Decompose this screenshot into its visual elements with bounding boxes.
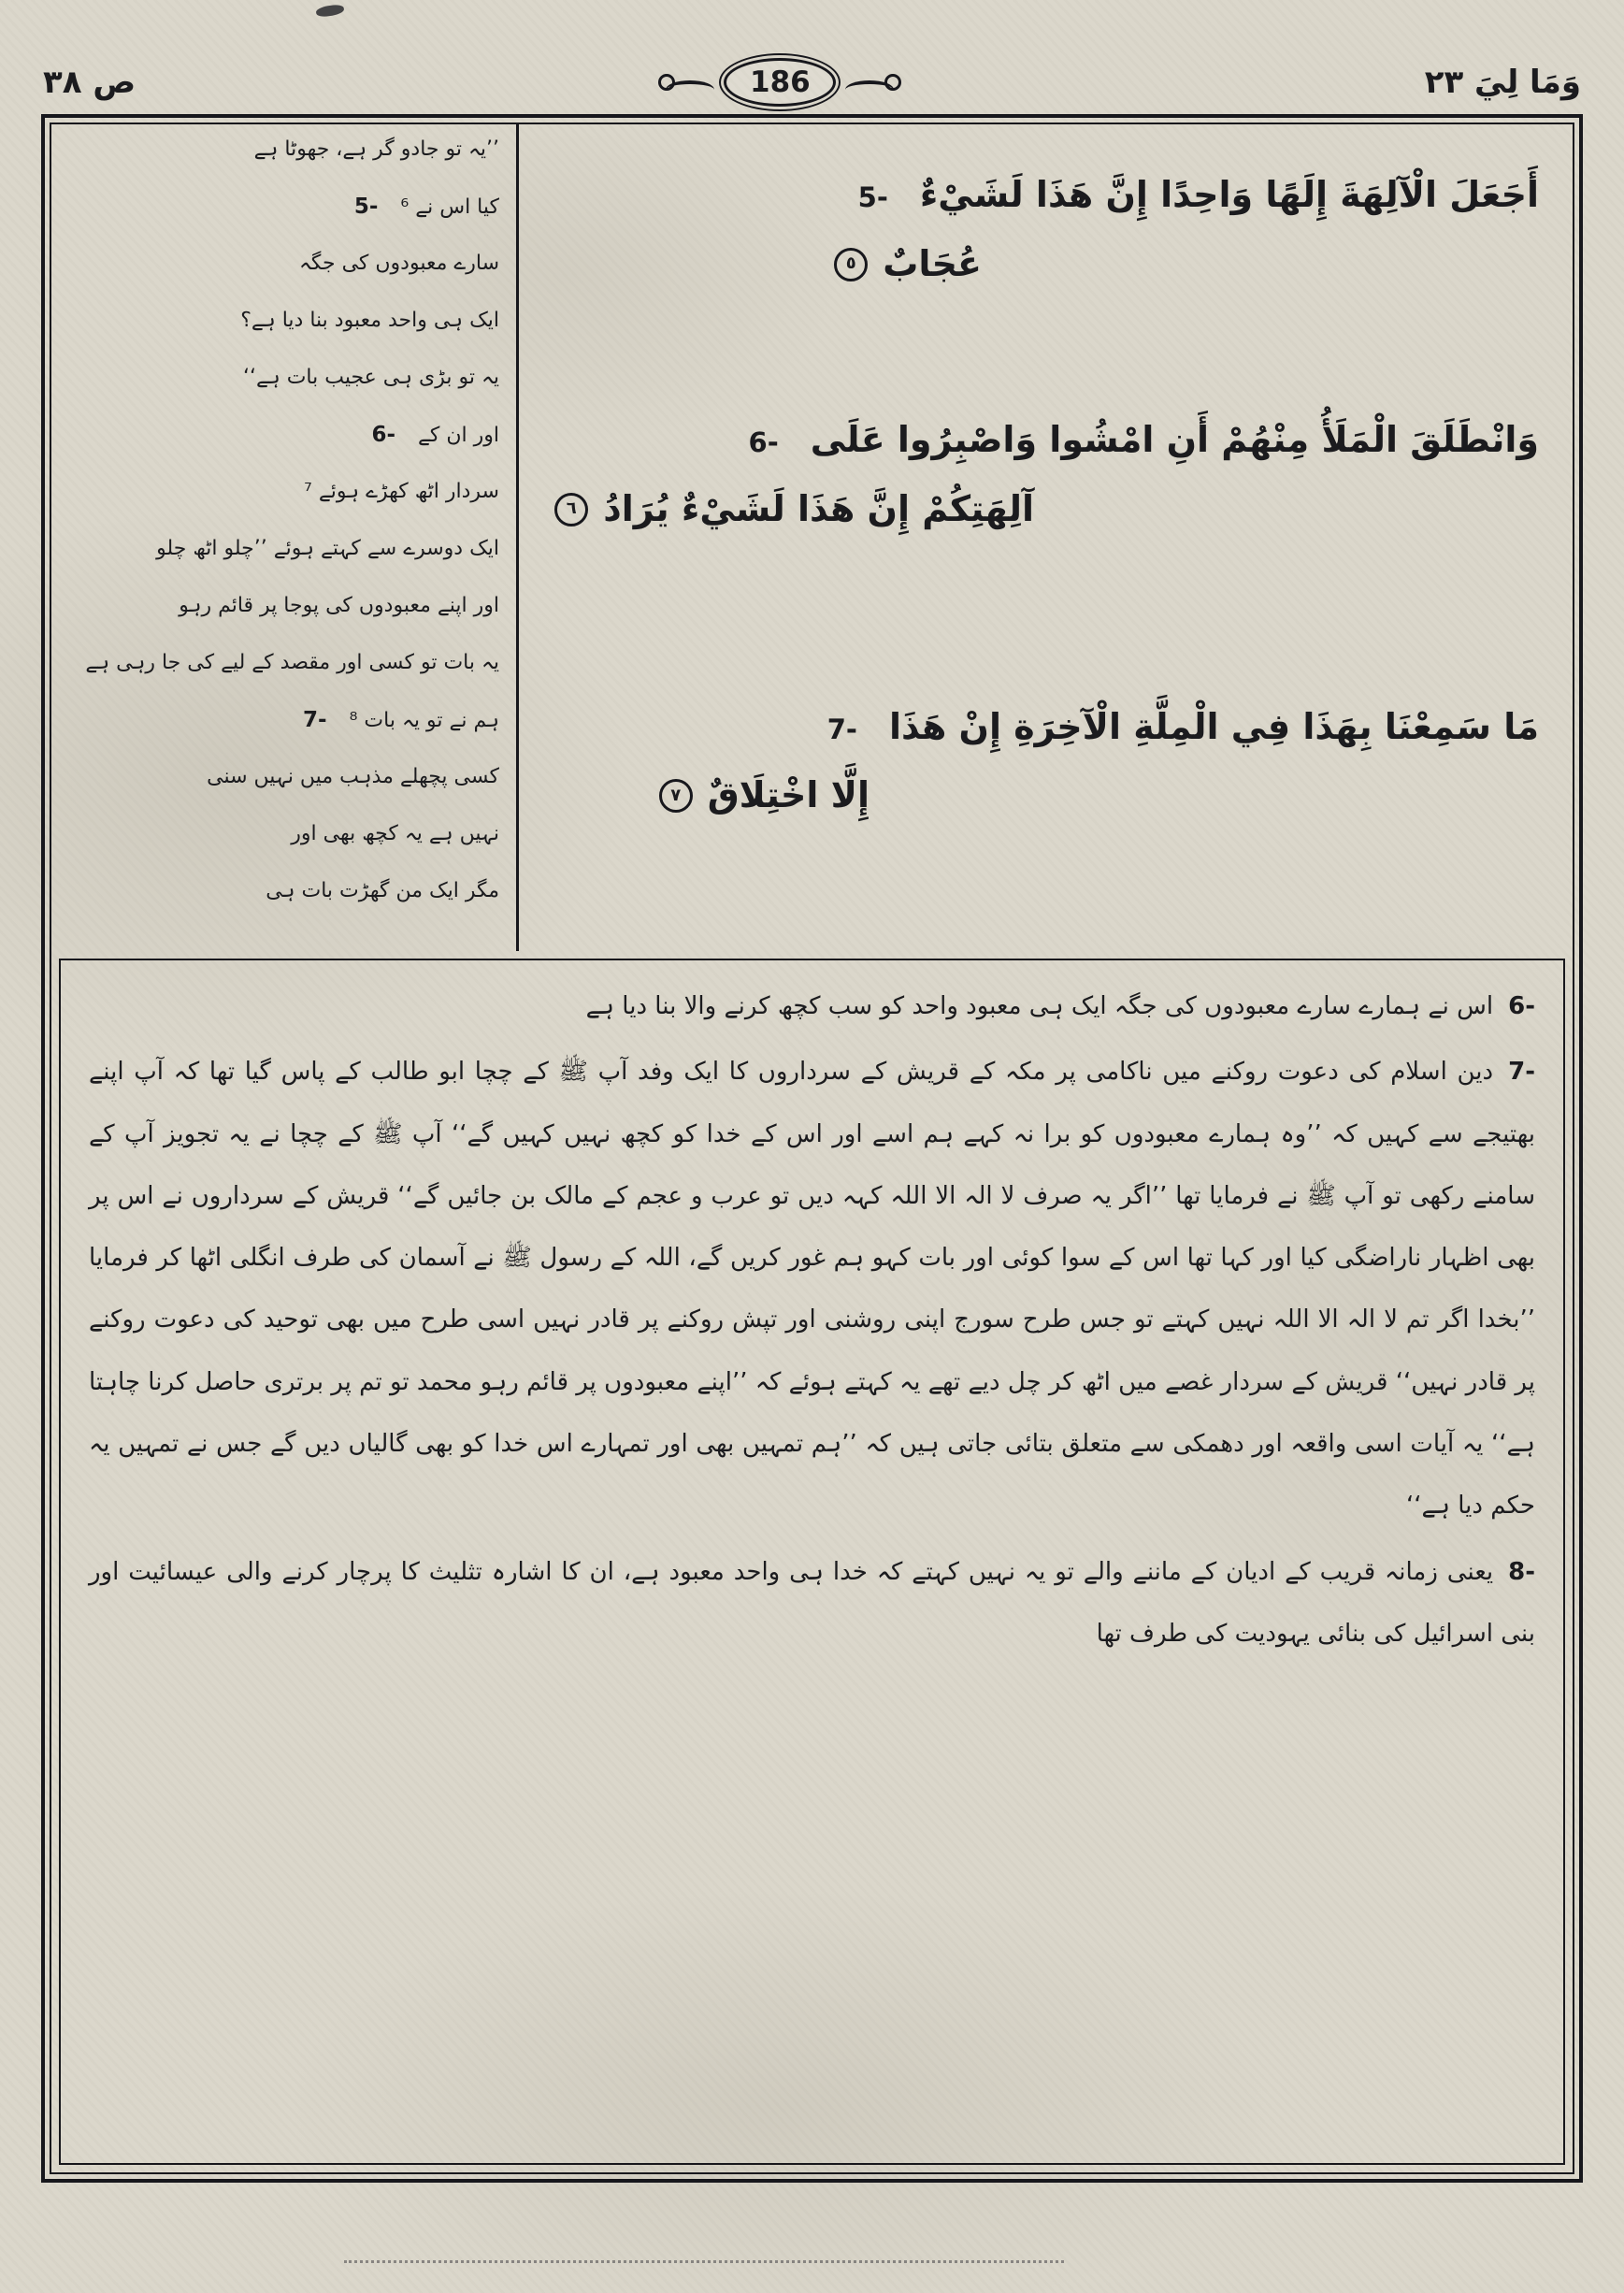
translation-text: سارے معبودوں کی جگہ xyxy=(298,252,499,275)
translation-line xyxy=(57,137,499,195)
footnote-number: 6- xyxy=(1508,992,1535,1020)
verse-number: 5- xyxy=(353,195,379,219)
verse-text: مَا سَمِعْنَا بِهَذَا فِي الْمِلَّةِ الْآخِرَةِ إِنْ هَذَا xyxy=(888,705,1539,747)
translation-text: نہیں ہے یہ کچھ بھی اور xyxy=(291,822,499,845)
translation-line xyxy=(57,765,499,822)
page-header xyxy=(43,52,1581,112)
verse-line xyxy=(541,418,1539,463)
surah-marker: ص ۳۸ xyxy=(43,64,137,101)
translation-line xyxy=(57,252,499,309)
footnote-6 xyxy=(89,975,1535,1037)
verse-7-arabic xyxy=(541,705,1539,819)
translation-line xyxy=(57,195,499,252)
footnote-text: اس نے ہمارے سارے معبودوں کی جگہ ایک ہی معبود واحد کو سب کچھ کرنے والا بنا دیا ہے xyxy=(585,992,1494,1020)
verse-text: وَانْطَلَقَ الْمَلَأُ مِنْهُمْ أَنِ امْشُوا وَاصْبِرُوا عَلَى xyxy=(810,418,1539,460)
verse-text: عُجَابٌ xyxy=(883,242,982,284)
verse-line xyxy=(541,487,1539,532)
translation-line xyxy=(57,309,499,366)
verse-line xyxy=(541,773,1539,818)
page-inner-frame xyxy=(50,123,1574,2174)
translation-line xyxy=(57,480,499,537)
content-columns xyxy=(51,124,1573,951)
verse-line xyxy=(541,242,1539,287)
footnotes-section xyxy=(59,959,1565,2165)
ayah-end-mark-icon: ٦ xyxy=(554,493,588,526)
ayah-end-mark-icon: ٧ xyxy=(659,779,693,813)
verse-number: 5- xyxy=(857,181,888,213)
cartouche-ornament-icon xyxy=(666,80,714,99)
arabic-text-column xyxy=(516,124,1573,951)
translation-line xyxy=(57,594,499,651)
verse-line xyxy=(541,173,1539,218)
translation-text: یہ تو بڑی ہی عجیب بات ہے‘‘ xyxy=(242,366,499,389)
verse-5-arabic xyxy=(541,173,1539,287)
verse-text: إِلَّا اخْتِلَاقٌ xyxy=(707,774,869,816)
footnote-number: 7- xyxy=(1508,1058,1535,1087)
footnote-text: یعنی زمانہ قریب کے ادیان کے ماننے والے تو یہ نہیں کہتے کہ خدا ہی واحد معبود ہے، ان کا اشارہ تثلیث کا پرچار کرنے والی عیسائیت اور بنی اسرائیل کی بنائی یہودیت کی طرف تھا xyxy=(89,1557,1535,1648)
page-number-cartouche xyxy=(666,58,894,107)
ayah-end-mark-icon: ٥ xyxy=(834,248,868,281)
footnote-text: دین اسلام کی دعوت روکنے میں ناکامی پر مکہ کے قریش کے سرداروں کا ایک وفد آپ ﷺ کے چچا ابو طالب کے پاس گیا تھا کہ آپ اپنے بھتیجے سے کہیں کہ ’’وہ ہمارے معبودوں کو برا نہ کہے ہم اسے اور اس کے خدا کو کچھ نہیں کہیں گے‘‘ آپ ﷺ کے چچا نے یہ تجویز آپ کے سامنے رکھی تو آپ ﷺ نے فرمایا تھا ’’اگر یہ صرف لا الہ الا اللہ کہہ دیں تو عرب و عجم کے مالک بن جائیں گے‘‘ قریش کے سرداروں نے اس پر بھی اظہار ناراضگی کیا اور کہا تھا اس کے سوا کوئی اور بات کہو ہم غور کریں گے، اللہ کے رسول ﷺ نے آسمان کی طرف انگلی اٹھا کر فرمایا ’’بخدا اگر تم لا الہ الا اللہ نہیں کہتے تو جس طرح سورج اپنی روشنی اور تپش روکنے پر قادر نہیں اسی طرح میں بھی توحید کی دعوت روکنے پر قادر نہیں‘‘ قریش کے سردار غصے میں اٹھ کر چل دیے تھے یہ کہتے ہوئے کہ ’’اپنے معبودوں پر قائم رہو محمد تو تم پر برتری حاصل کرنا چاہتا ہے‘‘ یہ آیات اسی واقعہ اور دھمکی سے متعلق بتائی جاتی ہیں کہ ’’ہم تمہیں بھی اور تمہارے اس خدا کو بھی گالیاں دیں گے جس نے تمہیں یہ حکم دیا ہے‘‘ xyxy=(89,1058,1535,1521)
page-frame xyxy=(41,114,1583,2183)
translation-line xyxy=(57,822,499,879)
translation-text: اور ان کے xyxy=(418,424,499,447)
translation-text: اور اپنے معبودوں کی پوجا پر قائم رہو xyxy=(179,594,499,617)
cartouche-ornament-icon xyxy=(845,80,894,99)
verse-number: 6- xyxy=(371,423,396,447)
translation-text: ہم نے تو یہ بات ⁸ xyxy=(349,709,499,732)
verse-number: 7- xyxy=(303,708,327,732)
footnote-number: 8- xyxy=(1508,1557,1535,1586)
translation-text: کیا اس نے ⁶ xyxy=(400,195,499,219)
translation-line xyxy=(57,537,499,594)
cartouche-oval xyxy=(724,58,836,107)
footnote-7 xyxy=(89,1041,1535,1536)
translation-line xyxy=(57,423,499,480)
verse-number: 6- xyxy=(748,425,779,458)
verse-number: 7- xyxy=(826,713,857,745)
page-number: 186 xyxy=(750,65,811,99)
translation-text: ایک دوسرے سے کہتے ہوئے ’’چلو اٹھ چلو xyxy=(156,537,499,560)
verse-text: آلِهَتِكُمْ إِنَّ هَذَا لَشَيْءٌ يُرَادُ xyxy=(603,487,1034,529)
juz-marker: وَمَا لِيَ ۲۳ xyxy=(1424,64,1581,101)
verse-text: أَجَعَلَ الْآلِهَةَ إِلَهًا وَاحِدًا إِنَّ هَذَا لَشَيْءٌ xyxy=(919,174,1539,215)
translation-text: ایک ہی واحد معبود بنا دیا ہے؟ xyxy=(240,309,499,332)
translation-line xyxy=(57,708,499,765)
scan-artifact-line xyxy=(344,2260,1064,2263)
verse-6-arabic xyxy=(541,418,1539,532)
translation-text: سردار اٹھ کھڑے ہوئے ⁷ xyxy=(304,480,499,503)
translation-line xyxy=(57,366,499,423)
translation-text: مگر ایک من گھڑت بات ہی xyxy=(266,879,499,902)
translation-line xyxy=(57,651,499,708)
translation-text: ’’یہ تو جادو گر ہے، جھوٹا ہے xyxy=(253,137,499,161)
footnote-8 xyxy=(89,1541,1535,1666)
translation-text: کسی پچھلے مذہب میں نہیں سنی xyxy=(207,765,499,788)
urdu-translation-column xyxy=(51,124,516,951)
scan-artifact-mark xyxy=(315,4,344,19)
translation-text: یہ بات تو کسی اور مقصد کے لیے کی جا رہی ہے xyxy=(85,651,499,674)
verse-line xyxy=(541,705,1539,750)
translation-line xyxy=(57,879,499,936)
